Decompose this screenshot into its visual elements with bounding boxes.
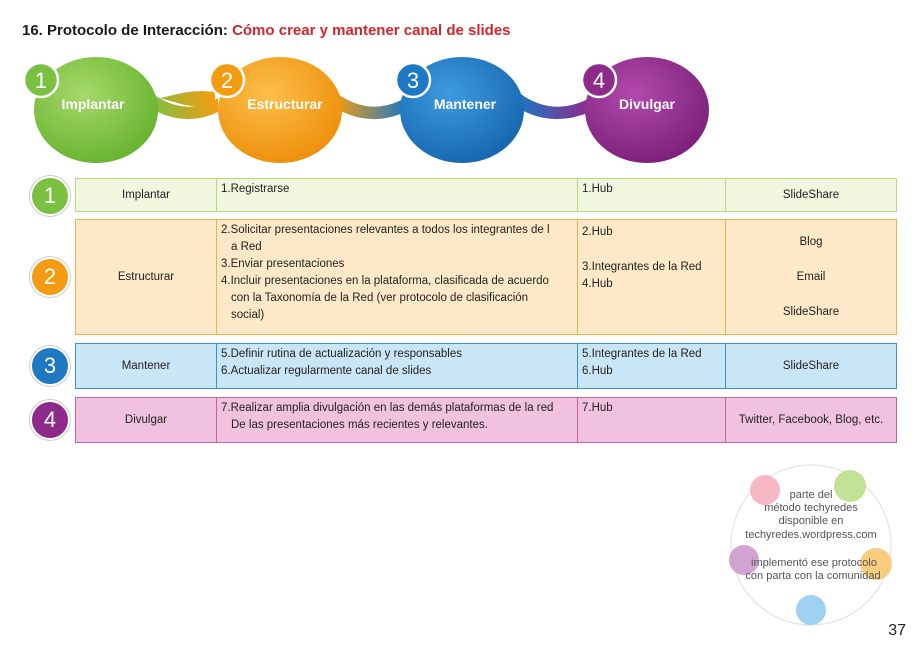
table-row-divulgar <box>75 397 897 443</box>
where-cell <box>578 398 726 442</box>
action-line: a Red <box>231 241 262 253</box>
action-line: 3.Enviar presentaciones <box>221 258 345 270</box>
tools-cell <box>726 220 896 334</box>
phase-cell: Estructurar <box>76 220 217 334</box>
actions-cell <box>217 344 578 388</box>
where-line: 3.Integrantes de la Red <box>582 261 702 273</box>
seal-line-5: implementó ese protocolo <box>751 557 877 569</box>
techyredes-seal-graphic <box>728 462 894 628</box>
action-line: social) <box>231 309 265 321</box>
where-cell <box>578 344 726 388</box>
seal-dot-blue <box>796 595 826 625</box>
title-prefix: 16. Protocolo de Interacción: <box>22 22 228 39</box>
where-cell <box>578 220 726 334</box>
action-line: De las presentaciones más recientes y relevantes. <box>231 419 488 431</box>
tool-line: Blog <box>799 235 823 248</box>
phase-cell: Implantar <box>76 179 217 211</box>
action-line: 6.Actualizar regularmente canal de slides <box>221 365 432 377</box>
phase-cell: Divulgar <box>76 398 217 442</box>
tools-cell <box>726 344 896 388</box>
flow-number-3: 3 <box>406 68 420 93</box>
row-badge-1: 1 <box>30 176 70 216</box>
process-flow-graphic <box>0 0 920 175</box>
seal-line-4: techyredes.wordpress.com <box>745 529 877 541</box>
where-line: 2.Hub <box>582 226 613 238</box>
where-line: 6.Hub <box>582 365 613 377</box>
tools-cell <box>726 179 896 211</box>
title-highlight: Cómo crear y mantener canal de slides <box>232 22 511 39</box>
row-badge-3: 3 <box>30 346 70 386</box>
seal-dot-pink <box>750 475 780 505</box>
where-cell <box>578 179 726 211</box>
action-line: 2.Solicitar presentaciones relevantes a todos los integrantes de l <box>221 224 550 236</box>
connector-3-4 <box>518 92 590 119</box>
flow-label-3: Mantener <box>433 96 497 112</box>
actions-cell <box>217 220 578 334</box>
connector-2-3 <box>335 92 405 119</box>
seal-line-3: disponible en <box>778 515 844 527</box>
table-row-implantar <box>75 178 897 212</box>
table-row-mantener <box>75 343 897 389</box>
flow-label-2: Estructurar <box>247 96 323 112</box>
table-row-estructurar <box>75 219 897 335</box>
flow-label-1: Implantar <box>61 96 125 112</box>
seal-line-2: método techyredes <box>764 502 858 514</box>
seal-line-1: parte del <box>789 489 833 501</box>
page-number: 37 <box>888 622 906 639</box>
actions-cell <box>217 398 578 442</box>
tools-cell <box>726 398 896 442</box>
flow-number-4: 4 <box>592 68 606 93</box>
seal-line-6: con parta con la comunidad <box>745 570 881 582</box>
where-line: 1.Hub <box>582 183 613 195</box>
action-line: con la Taxonomía de la Red (ver protocolo de clasificación <box>231 292 529 304</box>
flow-number-1: 1 <box>34 68 48 93</box>
flow-label-4: Divulgar <box>618 96 676 112</box>
row-badge-2: 2 <box>30 257 70 297</box>
row-badge-4: 4 <box>30 400 70 440</box>
where-line: 7.Hub <box>582 402 613 414</box>
action-line: 1.Registrarse <box>221 183 290 195</box>
flow-number-2: 2 <box>220 68 234 93</box>
tool-line: Twitter, Facebook, Blog, etc. <box>738 413 884 426</box>
where-line: 5.Integrantes de la Red <box>582 348 702 360</box>
tool-line: SlideShare <box>782 188 840 201</box>
tool-line: SlideShare <box>782 305 840 318</box>
action-line: 5.Definir rutina de actualización y responsables <box>221 348 462 360</box>
where-line: 4.Hub <box>582 278 613 290</box>
tool-line: Email <box>796 270 826 283</box>
phase-cell: Mantener <box>76 344 217 388</box>
action-line: 7.Realizar amplia divulgación en las demás plataformas de la red <box>221 402 554 414</box>
action-line: 4.Incluir presentaciones en la plataforma, clasificada de acuerdo <box>221 275 549 287</box>
actions-cell <box>217 179 578 211</box>
tool-line: SlideShare <box>782 359 840 372</box>
